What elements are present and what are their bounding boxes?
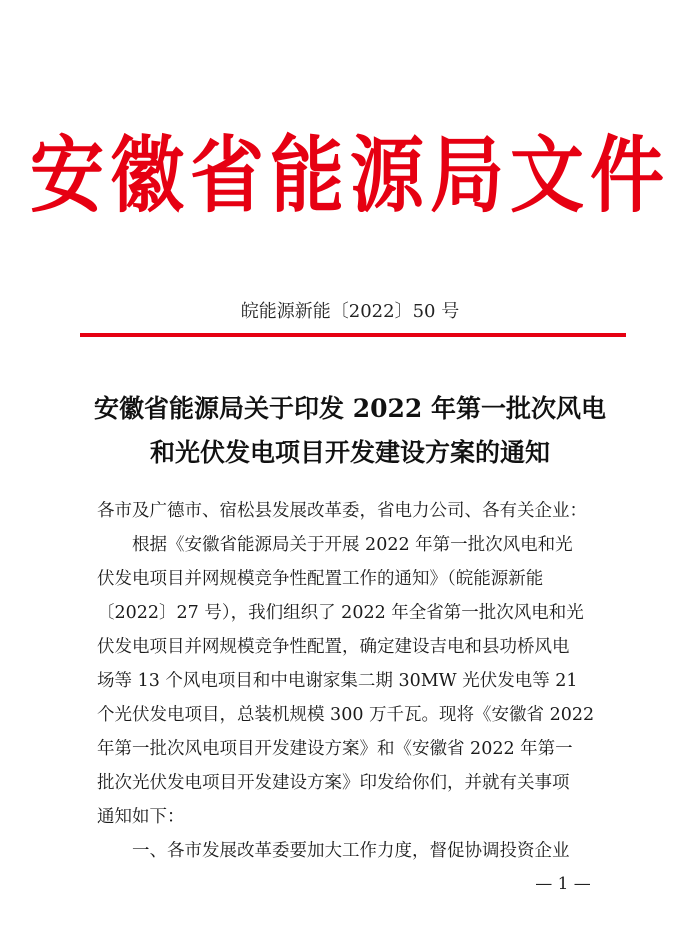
body-line: 通知如下： [97,807,185,827]
body-line: 根据《安徽省能源局关于开展 2022 年第一批次风电和光 [97,535,573,555]
title-line: 安徽省能源局关于印发 2022 年第一批次风电 [94,394,606,423]
body-line: 一、各市发展改革委要加大工作力度，督促协调投资企业 [97,841,570,861]
body-line: 批次光伏发电项目开发建设方案》印发给你们，并就有关事项 [97,773,570,793]
body-line: 场等 13 个风电项目和中电谢家集二期 30MW 光伏发电等 21 [97,671,578,691]
title-line: 和光伏发电项目开发建设方案的通知 [149,438,550,467]
document-number: 皖能源新能〔2022〕50 号 [240,301,460,322]
page-number: — 1 — [535,874,591,894]
masthead-title: 安徽省能源局文件 [30,127,670,225]
notice-title [60,387,640,475]
body-line: 年第一批次风电项目开发建设方案》和《安徽省 2022 年第一 [97,739,573,759]
body-line: 个光伏发电项目，总装机规模 300 万千瓦。现将《安徽省 2022 [97,705,595,725]
body-line: 〔2022〕27 号），我们组织了 2022 年全省第一批次风电和光 [97,603,584,623]
notice-body [97,494,617,868]
body-line: 伏发电项目并网规模竞争性配置工作的通知》（皖能源新能 [97,569,544,589]
red-divider-line [80,333,626,337]
body-line: 伏发电项目并网规模竞争性配置，确定建设吉电和县功桥风电 [97,637,570,657]
body-line: 各市及广德市、宿松县发展改革委，省电力公司、各有关企业： [97,501,587,521]
